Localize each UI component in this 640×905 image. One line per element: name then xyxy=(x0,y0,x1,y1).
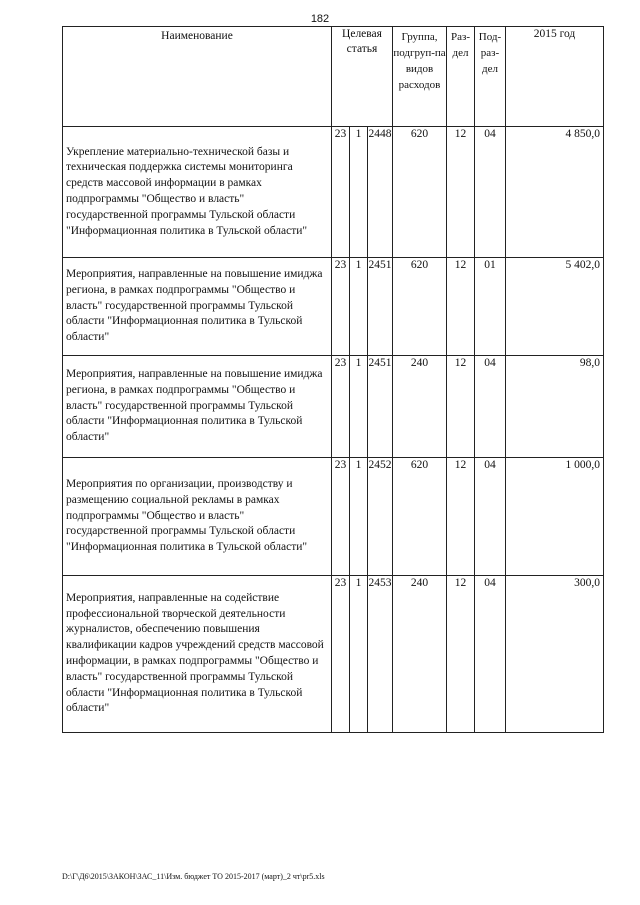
code-part-2: 1 xyxy=(350,576,368,733)
code-part-2: 1 xyxy=(350,258,368,356)
header-subsection: Под-раз-дел xyxy=(475,27,506,127)
table-row xyxy=(63,356,604,458)
code-part-1: 23 xyxy=(332,356,350,458)
group-code: 620 xyxy=(393,458,447,576)
table-row xyxy=(63,458,604,576)
row-name: Мероприятия, направленные на содействие профессиональной творческой деятельности журналистов, обеспечению повышения квалификации кадров учреждений средств массовой информации, в рамках подпрограммы "Общество и власть" государственной программы Тульской области "Информационная политика в Тульской области" xyxy=(63,576,332,733)
row-name: Укрепление материально-технической базы и техническая поддержка системы мониторинга средств массовой информации в рамках подпрограммы "Общество и власть" государственной программы Тульской области "Информационная политика в Тульской области" xyxy=(63,127,332,258)
code-part-3: 2453 xyxy=(368,576,393,733)
budget-table xyxy=(62,26,604,733)
subsection-code: 04 xyxy=(475,356,506,458)
code-part-1: 23 xyxy=(332,258,350,356)
row-name: Мероприятия по организации, производству и размещению социальной рекламы в рамках подпрограммы "Общество и власть" государственной программы Тульской области "Информационная политика в Тульской области" xyxy=(63,458,332,576)
header-target-article: Целевая статья xyxy=(332,27,393,127)
amount: 4 850,0 xyxy=(506,127,604,258)
code-part-3: 2448 xyxy=(368,127,393,258)
amount: 300,0 xyxy=(506,576,604,733)
section-code: 12 xyxy=(447,127,475,258)
group-code: 240 xyxy=(393,356,447,458)
header-row xyxy=(63,27,604,127)
table-row xyxy=(63,127,604,258)
header-group: Группа, подгруп-па видов расходов xyxy=(393,27,447,127)
code-part-1: 23 xyxy=(332,576,350,733)
code-part-2: 1 xyxy=(350,458,368,576)
section-code: 12 xyxy=(447,258,475,356)
group-code: 240 xyxy=(393,576,447,733)
section-code: 12 xyxy=(447,458,475,576)
code-part-3: 2452 xyxy=(368,458,393,576)
row-name: Мероприятия, направленные на повышение имиджа региона, в рамках подпрограммы "Общество и власть" государственной программы Тульской области "Информационная политика в Тульской области" xyxy=(63,356,332,458)
code-part-1: 23 xyxy=(332,458,350,576)
code-part-3: 2451 xyxy=(368,356,393,458)
table-row xyxy=(63,576,604,733)
subsection-code: 04 xyxy=(475,127,506,258)
code-part-2: 1 xyxy=(350,356,368,458)
section-code: 12 xyxy=(447,356,475,458)
subsection-code: 04 xyxy=(475,576,506,733)
footer-file-path: D:\Г\Д6\2015\ЗАКОН\ЗАС_11\Изм. бюджет ТО 2015-2017 (март)_2 чт\pr5.xls xyxy=(62,872,325,881)
subsection-code: 01 xyxy=(475,258,506,356)
group-code: 620 xyxy=(393,258,447,356)
page-number: 182 xyxy=(310,13,330,25)
table-row xyxy=(63,258,604,356)
group-code: 620 xyxy=(393,127,447,258)
header-year: 2015 год xyxy=(506,27,604,127)
amount: 5 402,0 xyxy=(506,258,604,356)
subsection-code: 04 xyxy=(475,458,506,576)
code-part-2: 1 xyxy=(350,127,368,258)
code-part-3: 2451 xyxy=(368,258,393,356)
code-part-1: 23 xyxy=(332,127,350,258)
row-name: Мероприятия, направленные на повышение имиджа региона, в рамках подпрограммы "Общество и власть" государственной программы Тульской области "Информационная политика в Тульской области" xyxy=(63,258,332,356)
section-code: 12 xyxy=(447,576,475,733)
amount: 1 000,0 xyxy=(506,458,604,576)
header-name: Наименование xyxy=(63,27,332,127)
amount: 98,0 xyxy=(506,356,604,458)
header-section: Раз-дел xyxy=(447,27,475,127)
